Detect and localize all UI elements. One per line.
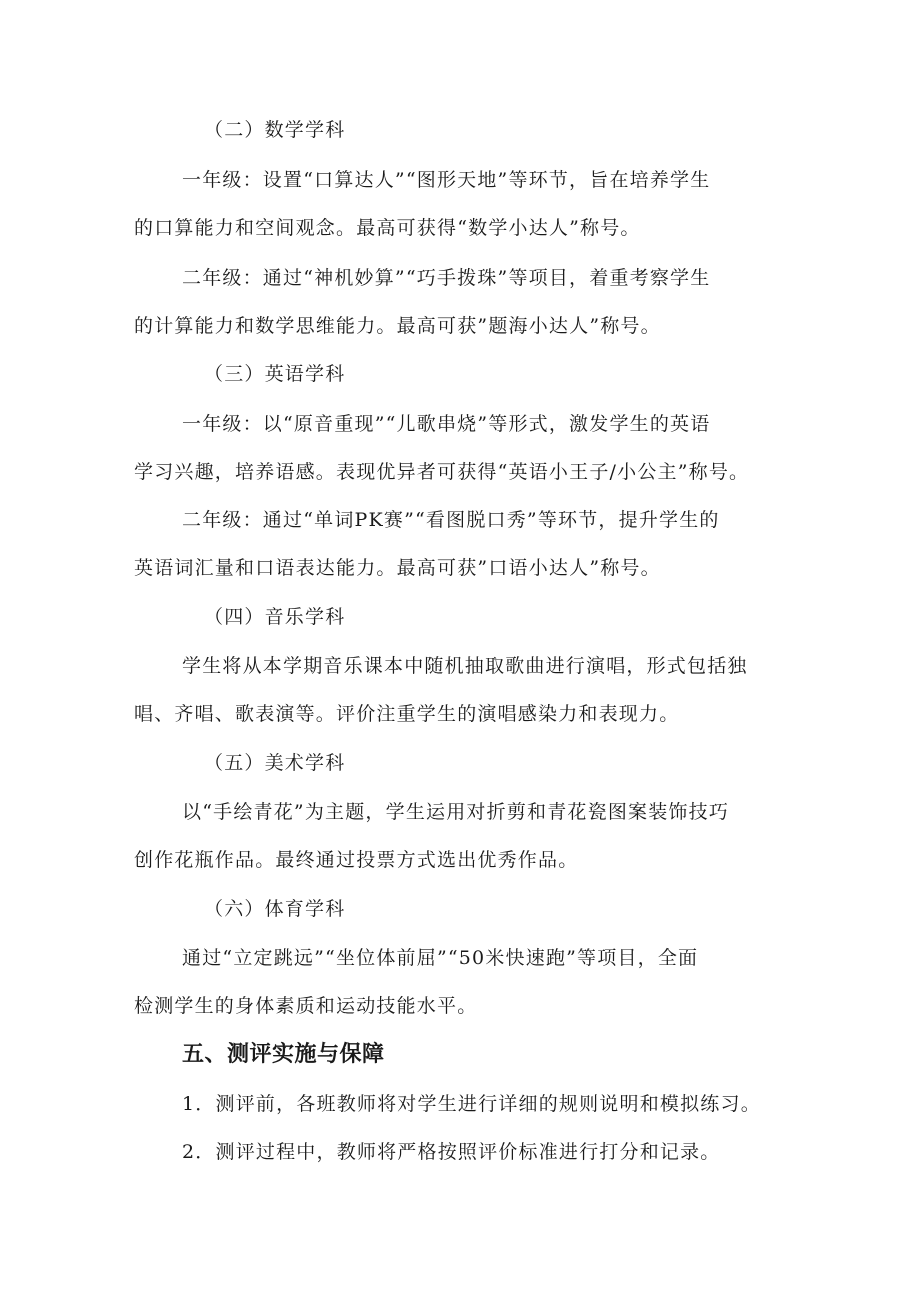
art-heading: （五）美术学科 (204, 752, 346, 774)
music-heading: （四）音乐学科 (204, 606, 346, 628)
pe-line1: 通过“立定跳远”“坐位体前屈”“50米快速跑”等项目，全面 (182, 947, 699, 969)
math-grade2-line2: 的计算能力和数学思维能力。最高可获”题海小达人”称号。 (134, 315, 661, 337)
chapter5-title: 五、测评实施与保障 (182, 1042, 385, 1067)
math-grade1-line2: 的口算能力和空间观念。最高可获得“数学小达人”称号。 (134, 217, 641, 239)
english-grade2-line2: 英语词汇量和口语表达能力。最高可获”口语小达人”称号。 (134, 557, 661, 579)
math-grade2-line1: 二年级：通过“神机妙算”“巧手拨珠”等项目，着重考察学生 (182, 267, 711, 289)
chapter5-item1: 1．测评前，各班教师将对学生进行详细的规则说明和模拟练习。 (182, 1093, 761, 1115)
music-line2: 唱、齐唱、歌表演等。评价注重学生的演唱感染力和表现力。 (134, 703, 680, 725)
chapter5-item2: 2．测评过程中，教师将严格按照评价标准进行打分和记录。 (182, 1141, 721, 1163)
pe-heading: （六）体育学科 (204, 898, 346, 920)
english-grade1-line1: 一年级：以“原音重现”“儿歌串烧”等形式，激发学生的英语 (182, 413, 711, 435)
math-heading: （二）数学学科 (204, 119, 346, 141)
art-line1: 以“手绘青花”为主题，学生运用对折剪和青花瓷图案装饰技巧 (182, 801, 730, 823)
music-line1: 学生将从本学期音乐课本中随机抽取歌曲进行演唱，形式包括独 (182, 655, 748, 677)
math-grade1-line1: 一年级：设置“口算达人”“图形天地”等环节，旨在培养学生 (182, 169, 711, 191)
art-line2: 创作花瓶作品。最终通过投票方式选出优秀作品。 (134, 849, 579, 871)
english-heading: （三）英语学科 (204, 363, 346, 385)
pe-line2: 检测学生的身体素质和运动技能水平。 (134, 995, 478, 1017)
english-grade2-line1: 二年级：通过“单词PK赛”“看图脱口秀”等环节，提升学生的 (182, 509, 720, 531)
english-grade1-line2: 学习兴趣，培养语感。表现优异者可获得“英语小王子/小公主”称号。 (134, 461, 750, 483)
